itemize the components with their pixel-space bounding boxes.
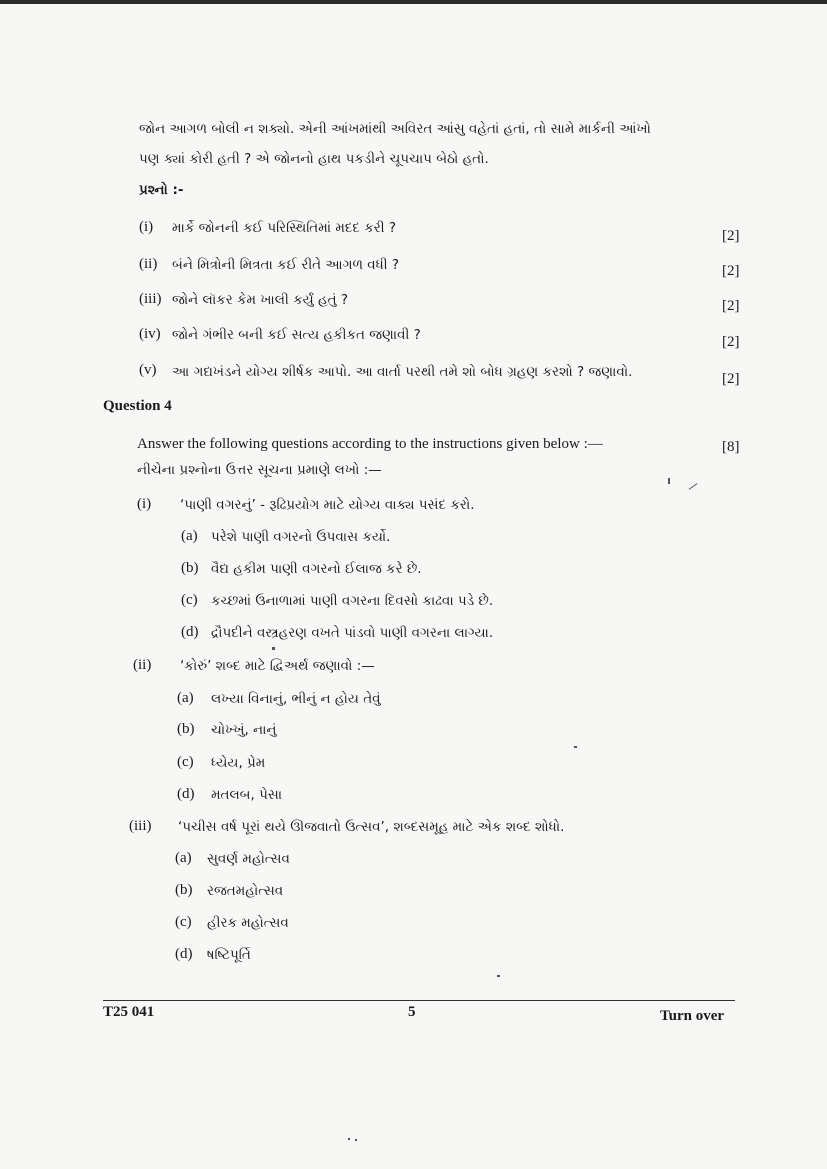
q4-part-2-option-d-label: (d): [177, 786, 195, 802]
q4-part-1-option-d-text: દ્રૌપદીને વસ્ત્રહરણ વખતે પાંડવો પાણી વગરના લાગ્યા.: [211, 625, 494, 641]
question-4-heading: Question 4: [103, 398, 172, 414]
q4-part-2-option-c-label: (c): [177, 754, 194, 770]
q3-item-5-number: (v): [139, 362, 157, 378]
footer-turn-over: Turn over: [660, 1008, 725, 1024]
q3-item-4-number: (iv): [139, 326, 161, 342]
q4-part-3-option-d-label: (d): [175, 946, 193, 962]
scan-speck: [689, 483, 698, 490]
q4-part-2-option-b-text: ચોખ્ખું, નાનું: [211, 722, 277, 738]
q4-part-3-option-a-label: (a): [175, 850, 192, 866]
q4-part-1-option-a-text: પરેશે પાણી વગરનો ઉપવાસ કર્યો.: [211, 529, 391, 545]
q4-part-1-text: ‘પાણી વગરનું’ - રૂઢિપ્રયોગ માટે યોગ્ય વાક્ય પસંદ કરો.: [180, 497, 475, 513]
q4-instruction-gujarati: નીચેના પ્રશ્નોના ઉત્તર સૂચના પ્રમાણે લખો :—: [137, 462, 382, 478]
q4-part-1-option-a-label: (a): [181, 528, 198, 544]
q4-part-3-option-b-text: રજતમહોત્સવ: [207, 883, 284, 899]
q4-part-1-number: (i): [137, 496, 152, 512]
passage-line-1: જોન આગળ બોલી ન શક્યો. એની આંખમાંથી અવિરત આંસુ વહેતાં હતાં, તો સામે માર્કની આંખો: [139, 121, 651, 137]
q4-part-2-option-a-label: (a): [177, 690, 194, 706]
q4-part-2-text: ‘કોરું’ શબ્દ માટે દ્વિઅર્થ જણાવો :—: [180, 658, 375, 674]
q4-instruction-marks: [8]: [722, 439, 740, 455]
q3-item-3-marks: [2]: [722, 298, 740, 314]
q4-part-3-text: ‘પચીસ વર્ષ પૂરાં થયે ઊજવાતો ઉત્સવ’, શબ્દસમૂહ માટે એક શબ્દ શોધો.: [178, 819, 565, 835]
q4-part-2-option-a-text: લખ્યા વિનાનું, ભીનું ન હોય તેવું: [211, 691, 381, 707]
scan-speck: [497, 975, 500, 977]
scan-speck: [348, 1138, 350, 1140]
q4-part-3-option-d-text: ષષ્ટિપૂર્તિ: [207, 947, 251, 963]
scan-speck: [355, 1139, 357, 1141]
footer-page-number: 5: [408, 1004, 416, 1020]
q3-item-4-marks: [2]: [722, 334, 740, 350]
q4-part-3-option-b-label: (b): [175, 882, 193, 898]
q4-part-2-option-d-text: મતલબ, પેસા: [211, 787, 283, 803]
q4-part-3-number: (iii): [129, 818, 152, 834]
q4-part-3-option-c-text: હીરક મહોત્સવ: [207, 915, 289, 931]
q4-part-2-option-c-text: ધ્યેય, પ્રેમ: [211, 755, 266, 771]
q4-part-1-option-c-text: કચ્છમાં ઉનાળામાં પાણી વગરના દિવસો કાઢવા પડે છે.: [211, 593, 494, 609]
q3-item-1-number: (i): [139, 219, 154, 235]
q4-part-3-option-c-label: (c): [175, 914, 192, 930]
q4-part-1-option-b-label: (b): [181, 560, 199, 576]
q4-instruction-english: Answer the following questions according to the instructions given below :—: [137, 436, 603, 452]
q3-item-3-number: (iii): [139, 291, 162, 307]
q4-part-3-option-a-text: સુવર્ણ મહોત્સવ: [207, 851, 290, 867]
scan-speck: [574, 746, 577, 748]
q3-item-2-number: (ii): [139, 256, 158, 272]
questions-label: પ્રશ્નો :-: [139, 182, 184, 198]
footer-paper-code: T25 041: [103, 1004, 155, 1020]
q3-item-5-text: આ ગદ્યખંડને યોગ્ય શીર્ષક આપો. આ વાર્તા પરથી તમે શો બોધ ગ્રહણ કરશો ? જણાવો.: [172, 364, 633, 380]
q4-part-1-option-b-text: વૈદ્ય હકીમ પાણી વગરનો ઈલાજ કરે છે.: [211, 561, 422, 577]
q3-item-2-text: બંને મિત્રોની મિત્રતા કઈ રીતે આગળ વધી ?: [172, 257, 400, 273]
q3-item-5-marks: [2]: [722, 371, 740, 387]
passage-line-2: પણ ક્યાં કોરી હતી ? એ જોનનો હાથ પકડીને ચૂપચાપ બેઠો હતો.: [139, 151, 489, 167]
scan-speck: [668, 478, 670, 484]
scan-top-edge: [0, 0, 827, 4]
footer-rule: [103, 1000, 735, 1001]
scan-speck: [272, 647, 275, 650]
q3-item-1-marks: [2]: [722, 228, 740, 244]
q4-part-2-option-b-label: (b): [177, 721, 195, 737]
q3-item-2-marks: [2]: [722, 263, 740, 279]
q3-item-4-text: જોને ગંભીર બની કઈ સત્ય હકીકત જણાવી ?: [172, 327, 421, 343]
q4-part-1-option-c-label: (c): [181, 592, 198, 608]
q4-part-2-number: (ii): [133, 657, 152, 673]
q4-part-1-option-d-label: (d): [181, 624, 199, 640]
q3-item-1-text: માર્કે જોનની કઈ પરિસ્થિતિમાં મદદ કરી ?: [172, 220, 397, 236]
q3-item-3-text: જોને લૉકર કેમ ખાલી કર્યું હતું ?: [172, 292, 348, 308]
